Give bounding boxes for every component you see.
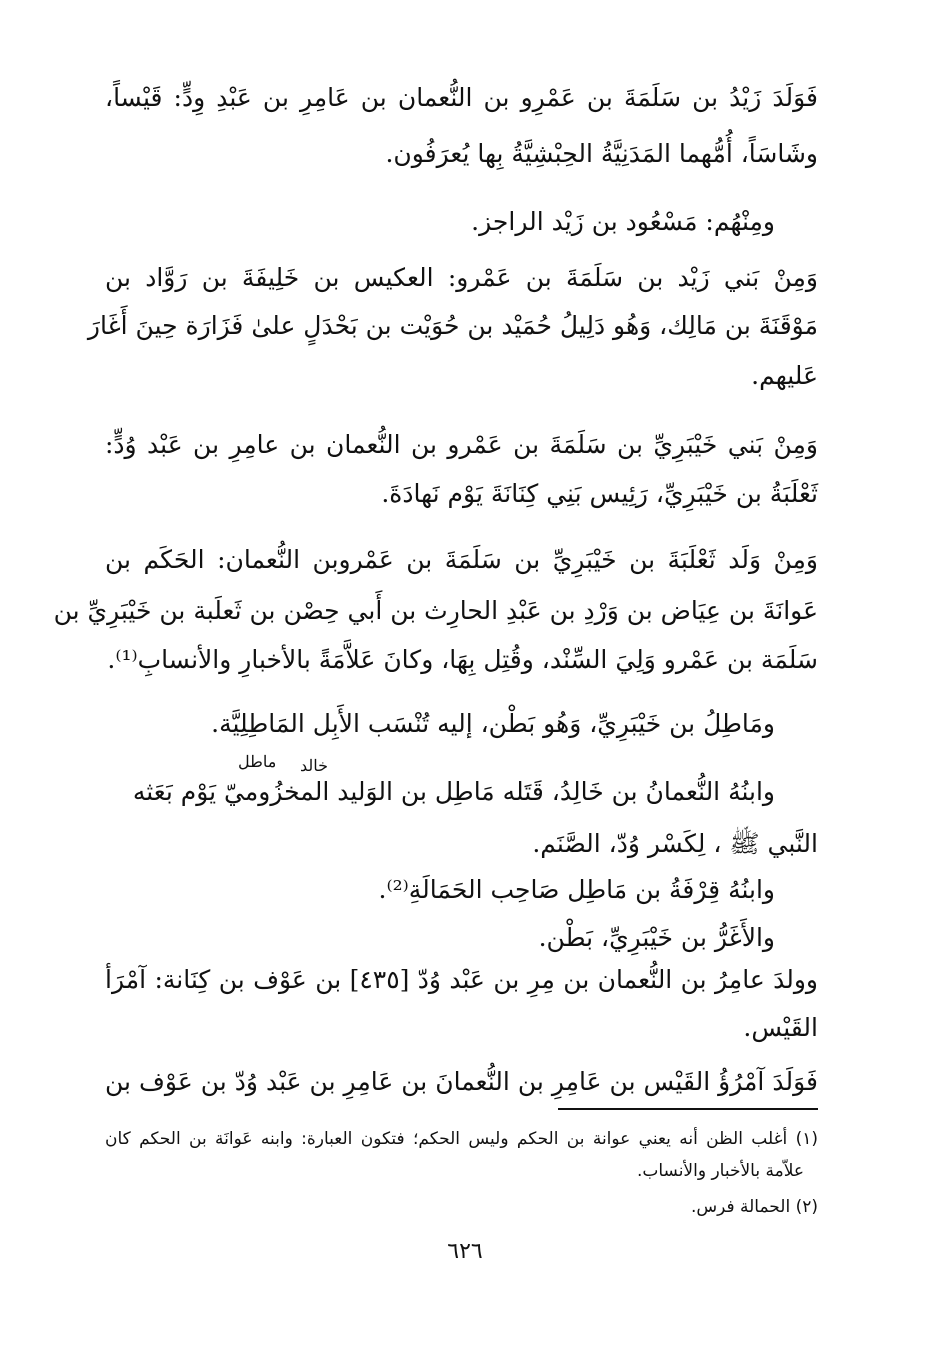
footnote-rule [558,1108,818,1110]
text-line: والأَغَرُّ بن خَيْبَرِيِّ، بَطْن. [538,923,775,952]
text-line: وَمِنْ بَني خَيْبَرِيِّ بن سَلَمَةَ بن عَمْرو بن النُّعمان بن عامِرِ بن عَبْد وُدٍّ: [105,430,818,459]
footnote-line: علاّمة بالأخبار والأنساب. [636,1161,804,1181]
text-line: وولدَ عامِرُ بن النُّعمان بن مِرِ بن عَبْد وُدّ [٤٣٥] بن عَوْف بن كِنَانة: آمْرَأ [105,965,819,994]
margin-note: خالد [300,756,329,775]
text-line: وابنُهُ النُّعمانُ بن خَالِدُ، قَتَله مَاطِل بن الوَليد المخزُوميّ يَوْم بَعَثه [132,777,775,806]
text-line: ثَعْلَبَةُ بن خَيْبَرِيِّ، رَئِيس بَنِي كِنَانَةَ يَوْم نَهادَةَ. [381,479,818,508]
text-line: عَوانَةَ بن عِيَاض بن وَرْدِ بن عَبْدِ الحارِث بن أَبي حِصْن بن ثَعلَبة بن خَيْبَرِيِّ بن [53,596,818,625]
margin-note: ماطل [238,752,277,771]
text-line: وشَاسَاً، أُمُّهما المَدَنِيَّةُ الحِبْشِيَّةُ بِها يُعرَفُون. [385,139,818,168]
footnote-line: (٢) الحمالة فرس. [690,1197,818,1217]
text-line: مَوْقَنَةَ بن مَالِك، وَهُو دَلِيلُ حُمَيْد بن حُوَيْت بن بَحْدَلٍ علىٰ فَزَارَة حِينَ أَغَارَ [87,311,818,340]
text-line: وَمِنْ بَني زَيْد بن سَلَمَةَ بن عَمْرو: العكيس بن خَلِيفَةَ بن رَوَّاد بن [105,263,818,292]
text-line: عَليهم. [751,361,818,390]
text-line: وَمِنْ وَلَد ثَعْلَبَةَ بن خَيْبَرِيِّ بن سَلَمَةَ بن عَمْروبن النُّعمان: الحَكَم بن [105,545,818,574]
text-line: النَّبي ﷺ ، لِكَسْر وُدّ، الصَّنَم. [532,829,818,858]
text-line: ومَاطِلُ بن خَيْبَرِيِّ، وَهُو بَطْن، إليه تُنْسَب الأَبِل المَاطِلِيَّة. [211,709,775,738]
text-line: فَوَلَدَ زَيْدُ بن سَلَمَةَ بن عَمْرِو بن النُّعمان بن عَامِرِ بن عَبْدِ وِدٍّ: قَيْساً، [105,83,818,112]
page-number: ٦٢٦ [447,1239,483,1264]
text-line: ومِنْهُم: مَسْعُود بن زَيْد الراجز. [471,207,775,236]
footnote-line: (١) أغلب الظن أنه يعني عوانة بن الحكم وليس الحكم؛ فتكون العبارة: وابنه عَوانَة بن الحكم كان [105,1129,818,1149]
text-line: القَيْس. [743,1013,818,1042]
text-line: وابنُهُ قِرْفَةُ بن مَاطِل صَاحِب الحَمَالَةِ⁽²⁾. [378,875,775,904]
text-line: فَوَلَدَ آمْرُؤُ القَيْس بن عَامِرِ بن النُّعمانَ بن عَامِرِ بن عَبْد وُدّ بن عَوْف بن [105,1067,818,1096]
text-line: سَلَمَة بن عَمْرو وَلِيَ السِّنْد، وقُتِل بِهَا، وكانَ عَلاَّمَةً بالأخبارِ والأنسابِ⁽¹⁾. [107,645,818,674]
